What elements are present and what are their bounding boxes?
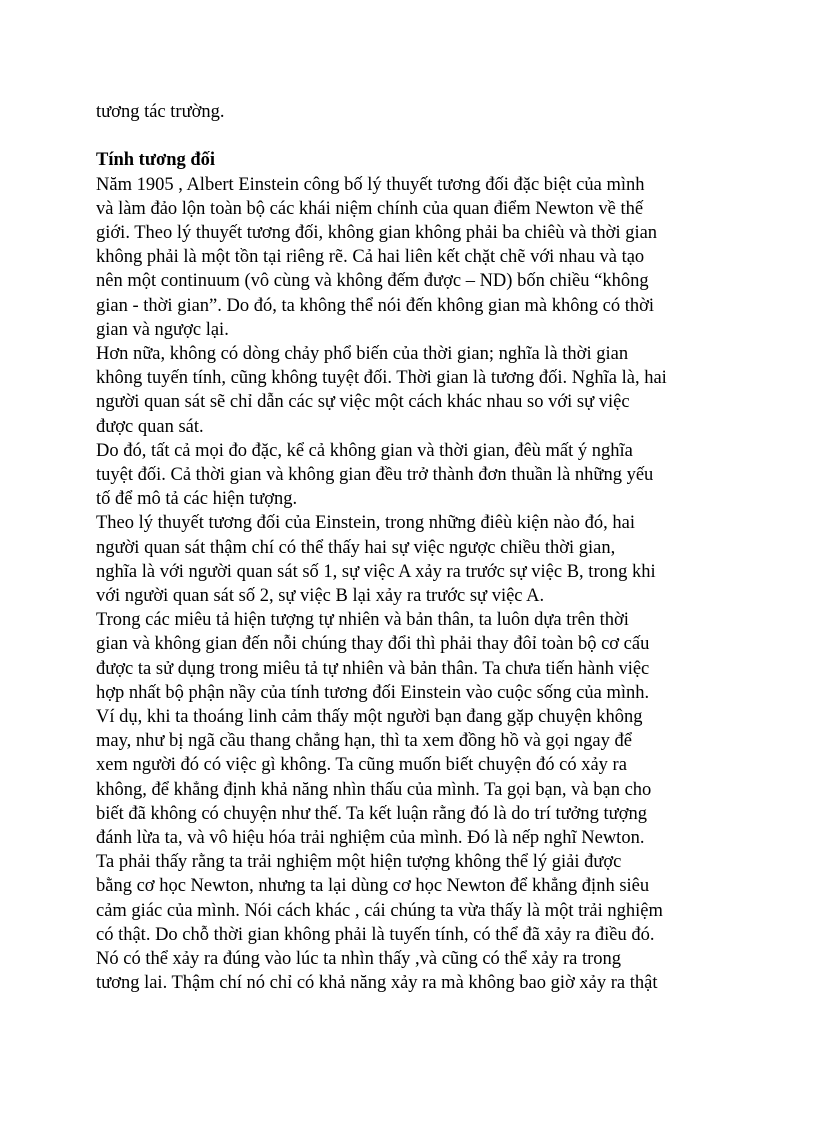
body-line: tuyệt đối. Cả thời gian và không gian đều trở thành đơn thuần là những yếu <box>96 465 654 486</box>
body-line: may, như bị ngã cầu thang chẳng hạn, thì ta xem đồng hồ và gọi ngay để <box>96 731 632 752</box>
body-line: giới. Theo lý thuyết tương đối, không gian không phải ba chiêù và thời gian <box>96 223 658 243</box>
body-line: không tuyến tính, cũng không tuyệt đối. Thời gian là tương đối. Nghĩa là, hai <box>96 368 667 389</box>
section-body <box>96 173 736 996</box>
body-line: được quan sát. <box>96 416 204 437</box>
paragraph-gap <box>96 124 736 148</box>
body-line: Trong các miêu tả hiện tượng tự nhiên và bản thân, ta luôn dựa trên thời <box>96 610 629 631</box>
body-line: nên một continuum (vô cùng và không đếm được – ND) bốn chiều “không <box>96 271 649 292</box>
body-line: Do đó, tất cả mọi đo đặc, kể cả không gian và thời gian, đêù mất ý nghĩa <box>96 440 633 461</box>
body-line: nghĩa là với người quan sát số 1, sự việc A xảy ra trước sự việc B, trong khi <box>96 561 656 582</box>
body-line: người quan sát sẽ chỉ dẫn các sự việc một cách khác nhau so với sự việc <box>96 392 630 413</box>
body-line: Ví dụ, khi ta thoáng linh cảm thấy một người bạn đang gặp chuyện không <box>96 707 643 728</box>
body-line: có thật. Do chỗ thời gian không phải là tuyến tính, có thể đã xảy ra điều đó. <box>96 924 655 945</box>
intro-line: tương tác trường. <box>96 102 225 122</box>
body-line: tương lai. Thậm chí nó chỉ có khả năng xảy ra mà không bao giờ xảy ra thật <box>96 973 658 994</box>
document-page <box>96 100 736 996</box>
body-line: bằng cơ học Newton, nhưng ta lại dùng cơ học Newton để khẳng định siêu <box>96 876 650 897</box>
body-line: tố để mô tả các hiện tượng. <box>96 489 298 510</box>
body-line: không phải là một tồn tại riêng rẽ. Cả hai liên kết chặt chẽ với nhau và tạo <box>96 247 645 268</box>
body-line: hợp nhất bộ phận nầy của tính tương đối Einstein vào cuộc sống của mình. <box>96 682 650 703</box>
body-line: Hơn nữa, không có dòng chảy phổ biến của thời gian; nghĩa là thời gian <box>96 344 629 365</box>
body-line: với người quan sát số 2, sự việc B lại xảy ra trước sự việc A. <box>96 586 545 607</box>
body-line: và làm đảo lộn toàn bộ các khái niệm chính của quan điểm Newton về thế <box>96 198 644 219</box>
section-heading: Tính tương đối <box>96 150 216 171</box>
body-line: gian và ngược lại. <box>96 319 229 340</box>
body-line: Nó có thể xảy ra đúng vào lúc ta nhìn thấy ,và cũng có thể xảy ra trong <box>96 949 622 970</box>
body-line: người quan sát thậm chí có thể thấy hai sự việc ngược chiều thời gian, <box>96 537 616 558</box>
body-line: Ta phải thấy rằng ta trải nghiệm một hiện tượng không thể lý giải được <box>96 852 622 873</box>
body-line: Theo lý thuyết tương đối của Einstein, trong những điêù kiện nào đó, hai <box>96 513 636 534</box>
body-line: gian - thời gian”. Do đó, ta không thể nói đến không gian mà không có thời <box>96 295 655 316</box>
body-line: cảm giác của mình. Nói cách khác , cái chúng ta vừa thấy là một trải nghiệm <box>96 900 663 921</box>
body-line: không, để khẳng định khả năng nhìn thấu của mình. Ta gọi bạn, và bạn cho <box>96 779 652 800</box>
body-line: được ta sử dụng trong miêu tả tự nhiên và bản thân. Ta chưa tiến hành việc <box>96 658 650 679</box>
body-line: Năm 1905 , Albert Einstein công bố lý thuyết tương đối đặc biệt của mình <box>96 174 645 195</box>
body-line: biết đã không có chuyện như thế. Ta kết luận rằng đó là do trí tưởng tượng <box>96 803 647 824</box>
body-line: gian và không gian đến nỗi chúng thay đổi thì phải thay đôỉ toàn bộ cơ cấu <box>96 634 650 655</box>
body-line: xem người đó có việc gì không. Ta cũng muốn biết chuyện đó có xảy ra <box>96 755 627 776</box>
body-line: đánh lừa ta, và vô hiệu hóa trải nghiệm của mình. Đó là nếp nghĩ Newton. <box>96 828 645 849</box>
